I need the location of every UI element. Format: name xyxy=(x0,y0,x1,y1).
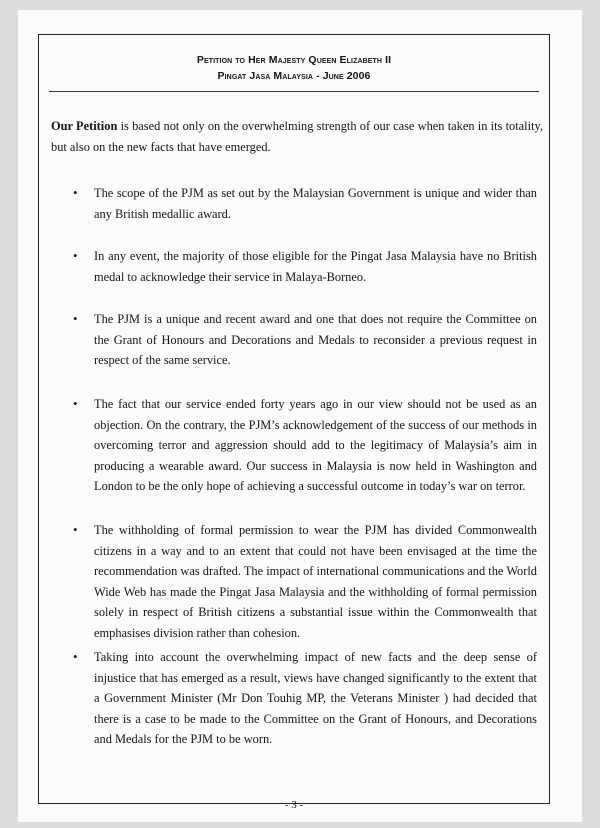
header-subtitle: Pingat Jasa Malaysia - June 2006 xyxy=(217,70,371,82)
bullet-item xyxy=(73,183,537,224)
bullet-text: The fact that our service ended forty years ago in our view should not be used as an objection. On the contrary, the PJM’s acknowledgement of the success of our methods in overcoming terror and aggression should add to the legitimacy of Malaysia’s aim in producing a wearable award. Our success in Malaysia is now held in Washington and London to be the only hope of achieving a successful outcome in today’s war on terror. xyxy=(94,397,537,493)
bullet-text: The scope of the PJM as set out by the Malaysian Government is unique and wider than any British medallic award. xyxy=(94,186,537,221)
bullet-item xyxy=(73,246,537,287)
bullet-list xyxy=(39,35,549,803)
header-title: Petition to Her Majesty Queen Elizabeth II xyxy=(196,54,392,66)
bullet-dot: • xyxy=(73,248,78,263)
bullet-dot: • xyxy=(73,185,78,200)
bullet-text: The withholding of formal permission to wear the PJM has divided Commonwealth citizens in a way and to an extent that could not have been envisaged at the time the recommendation was drafted. The impact of international communications and the World Wide Web has made the Pingat Jasa Malaysia and the withholding of formal permission solely in respect of British citizens a substantial issue within the Commonwealth that emphasises division rather than cohesion. xyxy=(94,523,537,640)
bullet-dot: • xyxy=(73,649,78,664)
bullet-item xyxy=(73,520,537,643)
page-border xyxy=(38,34,550,811)
bullet-dot: • xyxy=(73,396,78,411)
document-page xyxy=(18,10,582,822)
bullet-dot: • xyxy=(73,311,78,326)
bullet-text: The PJM is a unique and recent award and one that does not require the Committee on the Grant of Honours and Decorations and Medals to reconsider a previous request in respect of the same service. xyxy=(94,312,537,367)
bullet-dot: • xyxy=(73,522,78,537)
bullet-text: Taking into account the overwhelming impact of new facts and the deep sense of injustice that has emerged as a result, views have changed significantly to the extent that a Government Minister (Mr Don Touhig MP, the Veterans Minister ) had decided that there is a case to be made to the Committee on the Grant of Honours, and Decorations and Medals for the PJM to be worn. xyxy=(94,650,537,746)
bullet-text: In any event, the majority of those eligible for the Pingat Jasa Malaysia have no British medal to acknowledge their service in Malaya-Borneo. xyxy=(94,249,537,284)
bullet-item xyxy=(73,647,537,750)
bullet-item xyxy=(73,309,537,371)
bullet-item xyxy=(73,394,537,497)
page-number: - 3 - xyxy=(284,799,304,811)
intro-text: is based not only on the overwhelming strength of our case when taken in its totality, but also on the new facts that have emerged. xyxy=(51,119,543,154)
intro-lead: Our Petition xyxy=(51,119,118,133)
